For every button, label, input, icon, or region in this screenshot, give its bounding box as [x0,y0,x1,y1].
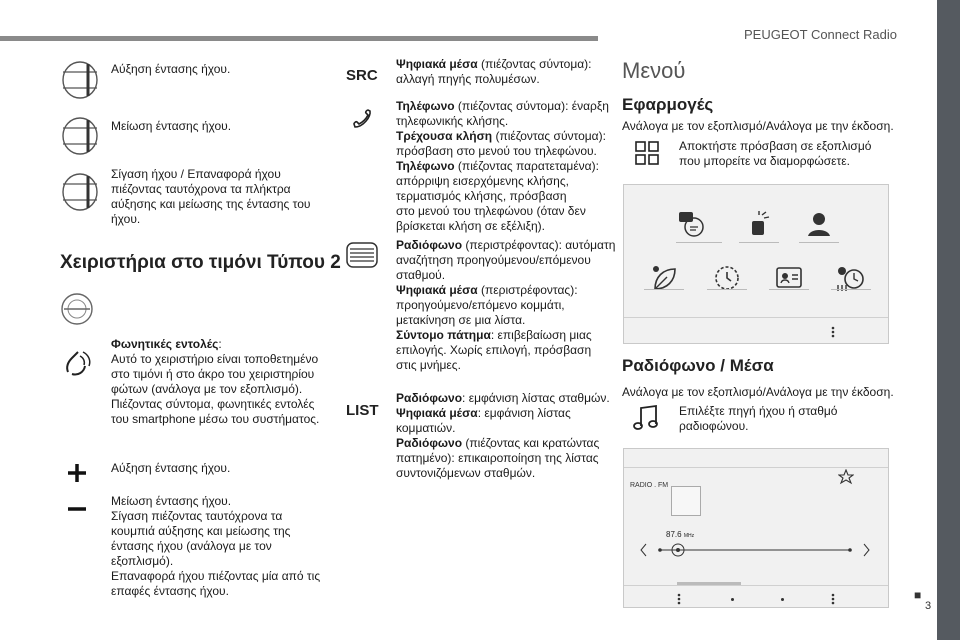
apps-desc: Αποκτήστε πρόσβαση σε εξοπλισμό που μπορείτε να διαμορφώσετε. [679,139,872,168]
vol-up-text: Αύξηση έντασης ήχου. [111,62,231,76]
voice-command-icon [62,348,92,378]
station-logo-placeholder [671,486,701,516]
more-options-icon[interactable] [830,592,836,606]
steering-wheel-icon [60,292,94,326]
section-title-type2: Χειριστήρια στο τιμόνι Τύπου 2 [60,252,341,273]
apps-divider [644,289,684,290]
list-text: Ραδιόφωνο: εμφάνιση λίστας σταθμών. Ψηφιακά μέσα: εμφάνιση λίστας κομματιών. Ραδιόφωνο (πιέζοντας και κρατώντας πατημένο): επικαιροποίηση της λίστας συντονιζόμενων σταθμών. [396,391,610,480]
radio-media-note: Ανάλογα με τον εξοπλισμό/Ανάλογα με την έκδοση. [622,385,894,399]
list-label: LIST [346,402,379,419]
minus-text: Μείωση έντασης ήχου. Σίγαση πιέζοντας ταυτόχρονα τα κουμπιά αύξησης και μείωσης της έντασης ήχου (ανάλογα με τον εξοπλισμό). Επαναφορά ήχου πιέζοντας μία από τις επαφές έντασης ήχου. [111,494,321,598]
screen-footer-line [624,585,888,586]
apps-divider [831,289,871,290]
apps-divider [676,242,722,243]
mute-switch-icon [58,170,102,214]
contact-card-icon[interactable] [774,265,804,291]
plus-icon [66,462,88,484]
music-note-icon [632,404,660,432]
plus-text: Αύξηση έντασης ήχου. [111,461,231,475]
footer-dot[interactable] [781,598,784,601]
mute-text: Σίγαση ήχου / Επαναφορά ήχου πιέζοντας ταυτόχρονα τα πλήκτρα αύξησης και μείωσης της έντασης του ήχου. [111,167,311,226]
screen-footer-line [624,317,888,318]
apps-grid-icon [634,140,660,166]
side-band [937,0,960,640]
footer-dot[interactable] [731,598,734,601]
apps-divider [707,289,747,290]
running-header: PEUGEOT Connect Radio [744,27,897,42]
menu-title: Μενού [622,58,686,83]
volume-down-switch-icon [58,114,102,158]
page-marker: ■ [914,588,922,602]
band-label: RADIO . FM [630,482,669,489]
src-text: Ψηφιακά μέσα (πιέζοντας σύντομα): αλλαγή πηγής πολυμέσων. [396,57,592,86]
apps-title: Εφαρμογές [622,95,714,114]
tuning-bar[interactable] [640,541,870,559]
radio-media-desc: Επιλέξτε πηγή ήχου ή σταθμό ραδιοφώνου. [679,404,838,433]
driver-profile-icon[interactable] [804,209,834,239]
radio-screen [623,448,889,608]
more-options-icon[interactable] [676,592,682,606]
favorite-star-icon[interactable] [838,469,854,485]
radio-text: Ραδιόφωνο (περιστρέφοντας): αυτόματη αναζήτηση προηγούμενου/επόμενου σταθμού. Ψηφιακά μέσα (περιστρέφοντας): προηγούμενο/επόμενο κομμάτι, μετακίνηση σε μια λίστα. Σύντομο πάτημα: επιβεβαίωση μιας επιλογής. Χωρίς επιλογή, πρόσβαση στις μνήμες. [396,238,616,372]
frequency-readout: 87.6 MHz [666,530,695,539]
connected-nav-icon[interactable] [676,209,706,239]
phone-text: Τηλέφωνο (πιέζοντας σύντομα): έναρξη τηλεφωνικής κλήσης. Τρέχουσα κλήση (πιέζοντας σύντομα): πρόσβαση στο μενού του τηλεφώνου. Τηλέφωνο (πιέζοντας παρατεταμένα): απόρριψη εισερχόμενης κλήσης, τερματισμός κλήσης, πρόσβαση στο μενού του τηλεφώνου (όταν δεν βρίσκεται κλήση σε εξέλιξη). [396,99,609,233]
page-number: 3 [925,600,932,612]
minus-icon [66,504,88,514]
src-label: SRC [346,67,378,84]
screen-header-line [624,467,888,468]
radio-media-title: Ραδιόφωνο / Μέσα [622,356,774,375]
volume-up-switch-icon [58,58,102,102]
apps-screen [623,184,889,344]
vol-down-text: Μείωση έντασης ήχου. [111,119,232,133]
vehicle-settings-icon[interactable] [744,209,774,239]
more-options-icon[interactable] [830,325,836,339]
apps-note: Ανάλογα με τον εξοπλισμό/Ανάλογα με την έκδοση. [622,119,894,133]
thumbwheel-icon [344,240,380,270]
apps-divider [739,242,779,243]
apps-divider [799,242,839,243]
phone-icon [349,104,375,130]
top-rule [0,36,598,41]
voice-command-text: Φωνητικές εντολές: Αυτό το χειριστήριο είναι τοποθετημένο στο τιμόνι ή στο άκρο του χειριστηρίου φώτων (ανάλογα με τον εξοπλισμό). Πιέζοντας σύντομα, φωνητικές εντολές του smartphone μέσω του συστήματος. [111,337,320,426]
apps-divider [769,289,809,290]
